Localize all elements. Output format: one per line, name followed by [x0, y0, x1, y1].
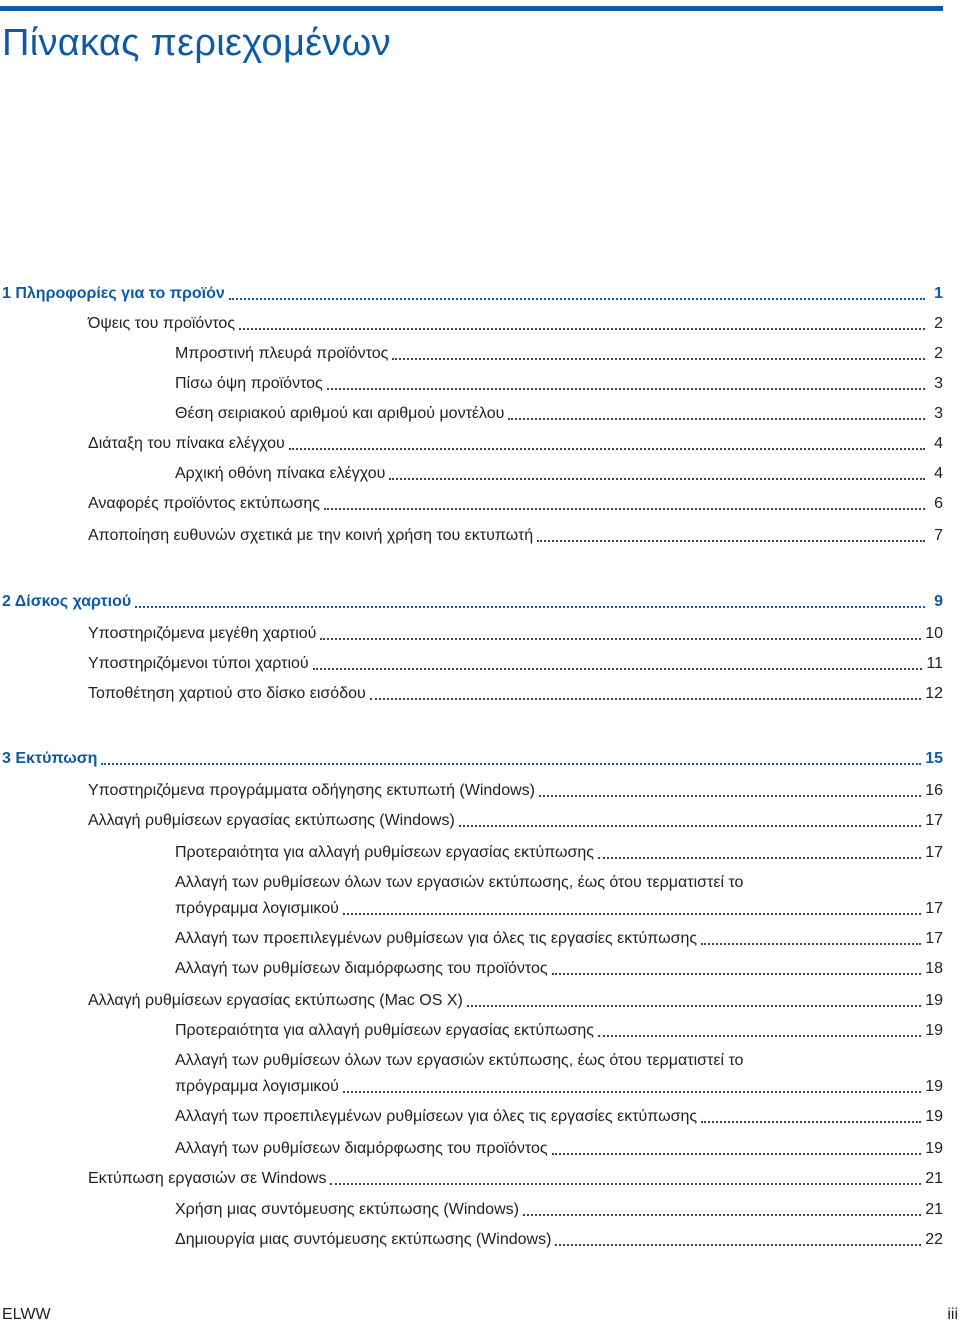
dot-leader: [389, 478, 925, 480]
toc-entry-page-number: 2: [934, 315, 943, 332]
toc-entry[interactable]: [175, 1230, 943, 1250]
toc-entry-title: Αλλαγή ρυθμίσεων εργασίας εκτύπωσης (Windows): [88, 812, 455, 829]
chapter-heading-page-number: 9: [934, 593, 943, 610]
toc-entry[interactable]: [175, 959, 943, 979]
dot-leader: [555, 1244, 921, 1246]
dot-leader: [320, 638, 921, 640]
dot-leader: [343, 1091, 921, 1093]
toc-entry-title: Αλλαγή των ρυθμίσεων διαμόρφωσης του προϊόντος: [175, 1140, 548, 1157]
dot-leader: [598, 857, 921, 859]
toc-entry-page-number: 17: [925, 900, 943, 917]
toc-entry-page-number: 19: [925, 992, 943, 1009]
toc-entry-page-number: 17: [925, 812, 943, 829]
toc-entry-title: Χρήση μιας συντόμευσης εκτύπωσης (Windows): [175, 1201, 519, 1218]
toc-entry[interactable]: [175, 1077, 943, 1097]
toc-entry-title: Όψεις του προϊόντος: [88, 315, 236, 332]
toc-entry[interactable]: [88, 314, 943, 334]
toc-entry[interactable]: [88, 526, 943, 546]
toc-entry-page-number: 2: [934, 345, 943, 362]
toc-entry-page-number: 19: [925, 1078, 943, 1095]
footer-doc-code: ELWW: [2, 1306, 51, 1323]
toc-entry-title: Αλλαγή των προεπιλεγμένων ρυθμίσεων για όλες τις εργασίες εκτύπωσης: [175, 930, 698, 947]
chapter-heading[interactable]: [2, 592, 943, 612]
toc-entry-page-number: 7: [934, 527, 943, 544]
dot-leader: [598, 1035, 921, 1037]
chapter-heading-page-number: 15: [925, 750, 943, 767]
toc-entry-title: Αλλαγή των ρυθμίσεων διαμόρφωσης του προϊόντος: [175, 960, 548, 977]
toc-entry-title: Διάταξη του πίνακα ελέγχου: [88, 435, 285, 452]
toc-entry-title: Θέση σειριακού αριθμού και αριθμού μοντέλου: [175, 405, 505, 422]
toc-entry[interactable]: [88, 991, 943, 1011]
toc-entry[interactable]: [175, 929, 943, 949]
toc-entry[interactable]: [175, 344, 943, 364]
dot-leader: [289, 448, 925, 450]
toc-entry[interactable]: [88, 494, 943, 514]
toc-entry[interactable]: [88, 434, 943, 454]
toc-entry-page-number: 10: [925, 625, 943, 642]
toc-entry-title: Πίσω όψη προϊόντος: [175, 375, 323, 392]
toc-entry-page-number: 12: [925, 685, 943, 702]
toc-entry-page-number: 4: [934, 465, 943, 482]
toc-entry-page-number: 4: [934, 435, 943, 452]
page-title: Πίνακας περιεχομένων: [2, 22, 391, 64]
dot-leader: [539, 795, 921, 797]
toc-entry-title: πρόγραμμα λογισμικού: [175, 900, 339, 917]
toc-entry-page-number: 11: [926, 655, 943, 672]
dot-leader: [327, 388, 925, 390]
toc-entry-title: Αποποίηση ευθυνών σχετικά με την κοινή χρήση του εκτυπωτή: [88, 527, 534, 544]
toc-entry-title: Προτεραιότητα για αλλαγή ρυθμίσεων εργασίας εκτύπωσης: [175, 844, 594, 861]
toc-entry-title: Υποστηριζόμενοι τύποι χαρτιού: [88, 655, 309, 672]
dot-leader: [313, 668, 923, 670]
toc-entry-page-number: 17: [925, 844, 943, 861]
toc-entry-title: Τοποθέτηση χαρτιού στο δίσκο εισόδου: [88, 685, 366, 702]
dot-leader: [523, 1214, 921, 1216]
toc-entry[interactable]: [88, 1169, 943, 1189]
dot-leader: [343, 913, 921, 915]
dot-leader: [508, 418, 925, 420]
toc-entry[interactable]: [88, 684, 943, 704]
toc-entry-page-number: 17: [925, 930, 943, 947]
toc-entry-title-line1: Αλλαγή των ρυθμίσεων όλων των εργασιών εκτύπωσης, έως ότου τερματιστεί το: [175, 874, 744, 891]
dot-leader: [392, 358, 925, 360]
dot-leader: [459, 825, 921, 827]
toc-entry-title: Αναφορές προϊόντος εκτύπωσης: [88, 495, 320, 512]
toc-entry-title: Υποστηριζόμενα προγράμματα οδήγησης εκτυπωτή (Windows): [88, 782, 535, 799]
dot-leader: [552, 1153, 922, 1155]
toc-entry-page-number: 19: [925, 1140, 943, 1157]
toc-entry-title: Αλλαγή των προεπιλεγμένων ρυθμίσεων για όλες τις εργασίες εκτύπωσης: [175, 1108, 698, 1125]
dot-leader: [467, 1005, 921, 1007]
chapter-heading-title: 2 Δίσκος χαρτιού: [2, 593, 132, 610]
toc-entry-page-number: 21: [925, 1201, 943, 1218]
toc-entry-page-number: 3: [934, 375, 943, 392]
chapter-heading[interactable]: [2, 284, 943, 304]
toc-entry-page-number: 19: [925, 1108, 943, 1125]
toc-entry[interactable]: [88, 654, 943, 674]
dot-leader: [537, 540, 925, 542]
dot-leader: [239, 328, 925, 330]
dot-leader: [229, 298, 925, 300]
toc-entry[interactable]: [88, 781, 943, 801]
toc-entry[interactable]: [175, 404, 943, 424]
toc-entry[interactable]: [175, 1200, 943, 1220]
toc-entry-title-line1: Αλλαγή των ρυθμίσεων όλων των εργασιών εκτύπωσης, έως ότου τερματιστεί το: [175, 1052, 744, 1069]
toc-entry[interactable]: [175, 374, 943, 394]
toc-entry[interactable]: [175, 1139, 943, 1159]
dot-leader: [701, 1121, 921, 1123]
toc-entry[interactable]: [88, 624, 943, 644]
toc-entry-title: Δημιουργία μιας συντόμευσης εκτύπωσης (Windows): [175, 1231, 552, 1248]
toc-entry-page-number: 19: [925, 1022, 943, 1039]
toc-entry[interactable]: [175, 1021, 943, 1041]
toc-entry-page-number: 21: [925, 1170, 943, 1187]
toc-entry-title: Αλλαγή ρυθμίσεων εργασίας εκτύπωσης (Mac OS X): [88, 992, 463, 1009]
dot-leader: [101, 763, 921, 765]
dot-leader: [324, 508, 925, 510]
footer-page-number: iii: [947, 1306, 958, 1323]
toc-entry-page-number: 3: [934, 405, 943, 422]
toc-entry-title: Εκτύπωση εργασιών σε Windows: [88, 1170, 327, 1187]
toc-entry-title: Αρχική οθόνη πίνακα ελέγχου: [175, 465, 386, 482]
toc-entry-page-number: 22: [925, 1231, 943, 1248]
chapter-heading-title: 1 Πληροφορίες για το προϊόν: [2, 285, 225, 302]
dot-leader: [330, 1183, 921, 1185]
chapter-heading-page-number: 1: [934, 285, 943, 302]
toc-entry[interactable]: [175, 464, 943, 484]
chapter-heading[interactable]: [2, 749, 943, 769]
toc-entry[interactable]: [175, 843, 943, 863]
toc-entry[interactable]: [88, 811, 943, 831]
toc-entry-page-number: 18: [925, 960, 943, 977]
toc-entry-title: Προτεραιότητα για αλλαγή ρυθμίσεων εργασίας εκτύπωσης: [175, 1022, 594, 1039]
toc-entry[interactable]: [175, 899, 943, 919]
toc-entry-title: Υποστηριζόμενα μεγέθη χαρτιού: [88, 625, 317, 642]
dot-leader: [701, 943, 921, 945]
dot-leader: [135, 606, 925, 608]
toc-entry-page-number: 6: [934, 495, 943, 512]
toc-entry[interactable]: [175, 1107, 943, 1127]
toc-entry-page-number: 16: [925, 782, 943, 799]
toc-entry-title: πρόγραμμα λογισμικού: [175, 1078, 339, 1095]
dot-leader: [552, 973, 922, 975]
dot-leader: [370, 698, 921, 700]
toc-entry-title: Μπροστινή πλευρά προϊόντος: [175, 345, 389, 362]
chapter-heading-title: 3 Εκτύπωση: [2, 750, 98, 767]
